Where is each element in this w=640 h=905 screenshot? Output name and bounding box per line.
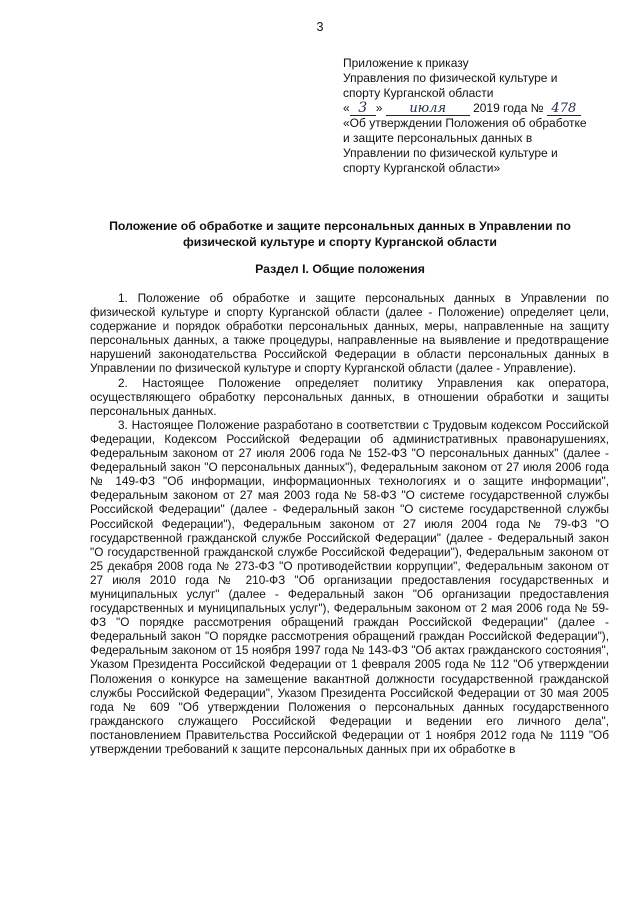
date-year-text: 2019 года №	[473, 101, 544, 115]
annex-line: Управления по физической культуре и	[343, 71, 558, 85]
annex-subject-line: «Об утверждении Положения об обработке	[343, 116, 587, 130]
date-day-field	[350, 102, 376, 116]
annex-subject-line: спорту Курганской области»	[343, 161, 501, 175]
document-title-line: Положение об обработке и защите персональных данных в Управлении по	[109, 219, 571, 233]
order-number-field	[547, 102, 581, 116]
page-number: 3	[316, 20, 324, 34]
paragraph-1: 1. Положение об обработке и защите персональных данных в Управлении по физической культуре и спорту Курганской области (далее - Положение) определяет цели, содержание и порядок обработки персональных данных, меры, направленные на защиту персональных данных, а также процедуры, направленные на выявление и предотвращение нарушений законодательства Российской Федерации в области персональных данных в Управлении по физической культуре и спорту Курганской области (далее - Управление).	[90, 291, 609, 376]
date-month-field	[386, 102, 470, 116]
annex-subject-line: Управлении по физической культуре и	[343, 146, 558, 160]
annex-subject-line: и защите персональных данных в	[343, 131, 533, 145]
document-title-line: физической культуре и спорту Курганской области	[183, 235, 497, 249]
date-month-handwritten: июля	[409, 101, 447, 116]
annex-date-line	[343, 101, 640, 116]
date-close-quote: »	[375, 101, 383, 115]
annex-line: спорту Курганской области	[343, 86, 494, 100]
section-title: Раздел I. Общие положения	[255, 262, 425, 276]
annex-block	[343, 56, 640, 176]
paragraph-2: 2. Настоящее Положение определяет политику Управления как оператора, осуществляющего обработку персональных данных, в отношении обработки и защиты персональных данных.	[90, 375, 609, 418]
annex-line: Приложение к приказу	[343, 56, 469, 70]
date-day-handwritten: 3	[358, 100, 368, 116]
body-text	[90, 291, 609, 756]
paragraph-3: 3. Настоящее Положение разработано в соответствии с Трудовым кодексом Российской Федерации, Кодексом Российской Федерации об административных правонарушениях, Федеральным законом от 27 июля 2006 года № 152-ФЗ "О персональных данных" (далее - Федеральный закон "О персональных данных"), Федеральным законом от 27 июля 2006 года № 149-ФЗ "Об информации, информационных технологиях и о защите информации", Федеральным законом от 27 мая 2003 года № 58-ФЗ "О системе государственной службы Российской Федерации" (далее - Федеральный закон "О системе государственной службы Российской Федерации"), Федеральным законом от 27 июля 2004 года № 79-ФЗ "О государственной гражданской службе Российской Федерации" (далее - Федеральный закон "О государственной гражданской службе Российской Федерации"), Федеральным законом от 25 декабря 2008 года № 273-ФЗ "О противодействии коррупции", Федеральным законом от 27 июля 2010 года № 210-ФЗ "Об организации предоставления государственных и муниципальных услуг" (далее - Федеральный закон "Об организации предоставления государственных и муниципальных услуг"), Федеральным законом от 2 мая 2006 года № 59-ФЗ "О порядке рассмотрения обращений граждан Российской Федерации" (далее - Федеральный закон "О порядке рассмотрения обращений граждан Российской Федерации"), Федеральным законом от 15 ноября 1997 года № 143-ФЗ "Об актах гражданского состояния", Указом Президента Российской Федерации от 1 февраля 2005 года № 112 "Об утверждении Положения о конкурсе на замещение вакантной должности государственной гражданской службы Российской Федерации", Указом Президента Российской Федерации от 30 мая 2005 года № 609 "Об утверждении Положения о персональных данных государственного гражданского служащего Российской Федерации и ведении его личного дела", постановлением Правительства Российской Федерации от 1 ноября 2012 года № 1119 "Об утверждении требований к защите персональных данных при их обработке в	[90, 417, 609, 756]
order-number-handwritten: 478	[551, 101, 577, 116]
date-open-quote: «	[343, 101, 350, 115]
document-title	[90, 218, 590, 250]
